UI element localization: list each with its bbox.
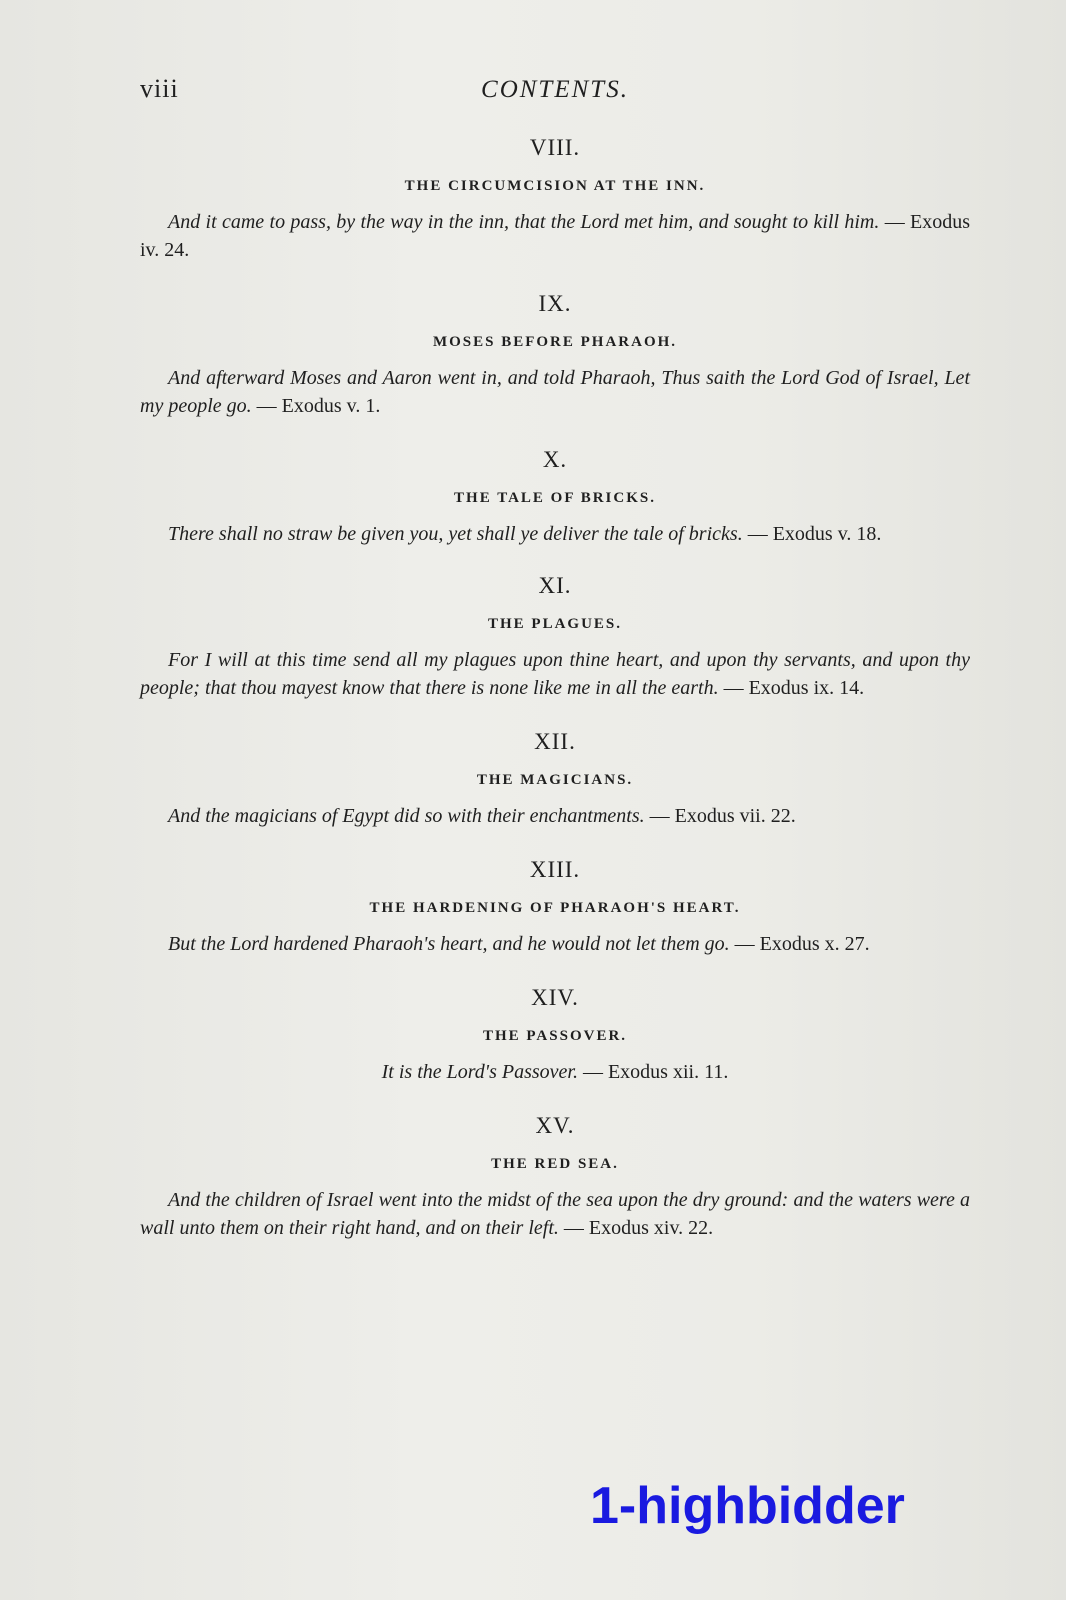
running-title: CONTENTS. <box>481 76 629 103</box>
entry-numeral: XIV. <box>531 985 579 1010</box>
quote-text: And the magicians of Egypt did so with their enchantments. <box>168 805 645 827</box>
seller-watermark: 1-highbidder <box>590 1477 905 1535</box>
contents-entry-xiv <box>140 984 970 1086</box>
contents-entry-xi <box>140 572 970 702</box>
entry-quote <box>140 364 970 420</box>
contents-entry-ix <box>140 290 970 420</box>
contents-entry-viii <box>140 134 970 264</box>
entry-numeral: VIII. <box>529 135 581 160</box>
entry-quote <box>140 930 970 958</box>
entry-quote <box>140 520 970 548</box>
quote-text: But the Lord hardened Pharaoh's heart, and he would not let them go. <box>168 933 730 955</box>
contents-list <box>140 134 970 1242</box>
entry-numeral: IX. <box>538 291 572 316</box>
entry-title: THE HARDENING OF PHARAOH'S HEART. <box>369 900 741 916</box>
entry-title: THE RED SEA. <box>491 1156 619 1172</box>
entry-numeral: XII. <box>534 729 576 754</box>
contents-entry-x <box>140 446 970 548</box>
entry-numeral: XIII. <box>529 857 581 882</box>
scripture-reference: — Exodus v. 1. <box>256 395 381 417</box>
contents-entry-xiii <box>140 856 970 958</box>
contents-entry-xii <box>140 728 970 830</box>
entry-quote <box>140 646 970 702</box>
entry-quote <box>140 1058 970 1086</box>
entry-quote <box>140 802 970 830</box>
scripture-reference: — Exodus v. 18. <box>747 523 882 545</box>
entry-title: THE PASSOVER. <box>482 1028 628 1044</box>
quote-text: For I will at this time send all my plagues upon thine heart, and upon thy servants, and upon thy people; that thou mayest know that there is none like me in all the earth. <box>140 649 970 699</box>
entry-numeral: XV. <box>535 1113 575 1138</box>
quote-text: And it came to pass, by the way in the inn, that the Lord met him, and sought to kill him. <box>168 211 880 233</box>
scripture-reference: — Exodus ix. 14. <box>723 677 865 699</box>
quote-text: There shall no straw be given you, yet shall ye deliver the tale of bricks. <box>168 523 743 545</box>
entry-title: THE MAGICIANS. <box>476 772 634 788</box>
entry-numeral: X. <box>542 447 568 472</box>
scripture-reference: — Exodus vii. 22. <box>649 805 796 827</box>
entry-title: MOSES BEFORE PHARAOH. <box>432 334 678 350</box>
scripture-reference: — Exodus xiv. 22. <box>563 1217 714 1239</box>
scripture-reference: — Exodus iv. 24. <box>140 211 971 261</box>
page-number: viii <box>140 74 179 103</box>
entry-numeral: XI. <box>538 573 572 598</box>
scripture-reference: — Exodus x. 27. <box>734 933 870 955</box>
contents-entry-xv <box>140 1112 970 1242</box>
entry-quote <box>140 208 970 264</box>
entry-title: THE PLAGUES. <box>487 616 623 632</box>
quote-text: It is the Lord's Passover. <box>381 1061 578 1083</box>
quote-text: And the children of Israel went into the midst of the sea upon the dry ground: and the waters were a wall unto them on their right hand, and on their left. <box>140 1189 970 1239</box>
entry-title: THE CIRCUMCISION AT THE INN. <box>404 178 706 194</box>
scripture-reference: — Exodus xii. 11. <box>582 1061 729 1083</box>
entry-title: THE TALE OF BRICKS. <box>454 490 656 506</box>
quote-text: And afterward Moses and Aaron went in, and told Pharaoh, Thus saith the Lord God of Israel, Let my people go. <box>140 367 970 417</box>
page-header <box>140 74 970 114</box>
entry-quote <box>140 1186 970 1242</box>
